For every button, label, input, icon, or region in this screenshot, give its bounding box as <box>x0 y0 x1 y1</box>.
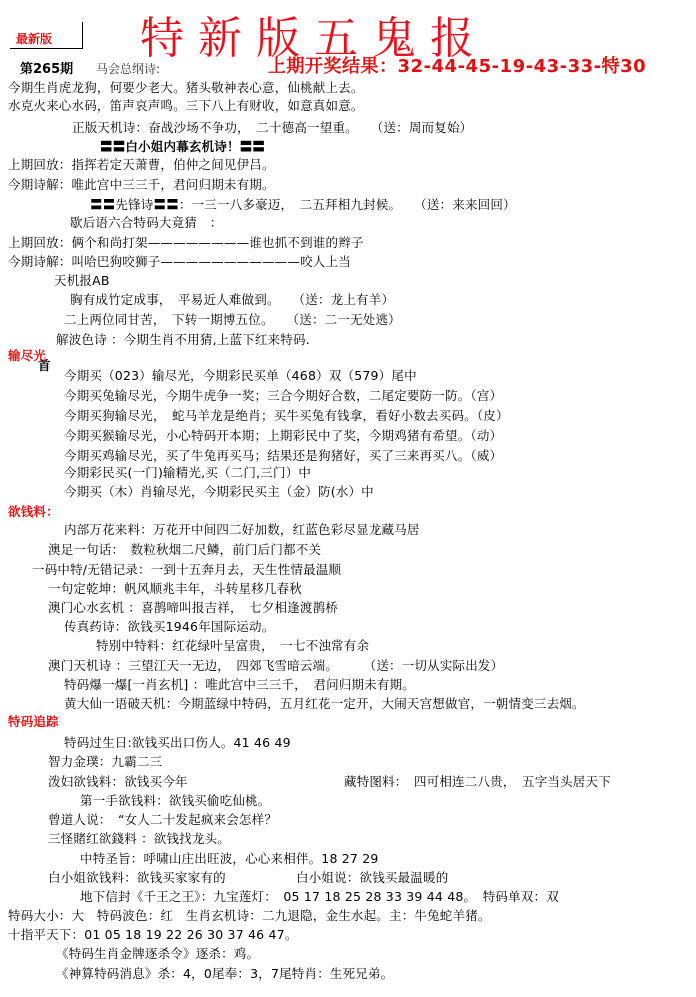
issue-subtitle: 马会总纲诗: <box>96 62 161 76</box>
text-line: 今期买（木）肖输尽光，今期彩民买主（金）防(水）中 <box>64 484 374 499</box>
text-line: 今期诗解：唯此宫中三三千，君问归期未有期。 <box>8 177 275 192</box>
text-line: 今期彩民买(一门)输精光,买（二门,三门）中 <box>64 465 312 480</box>
text-line: 泼妇欲钱料：欲钱买今年 <box>48 774 188 789</box>
text-line: 特码大小：大 特码波色：红 生肖玄机诗：二九退隐，金生水起。主：牛兔蛇羊猪。 <box>8 908 491 923</box>
text-line: 中特圣旨：呼啸山庄出旺波，心心来相伴。18 27 29 <box>80 851 379 866</box>
text-line: 一码中特/无错记录：一到十五奔月去，天生性情最温顺 <box>32 562 342 577</box>
text-line: 传真药诗：欲钱买1946年国际运动。 <box>64 619 275 634</box>
text-line: 特码过生日:欲钱买出口伤人。41 46 49 <box>64 735 291 750</box>
text-line: 今期买狗输尽光， 蛇马羊龙是绝肖；买牛买兔有钱拿，看好小数去买码。（皮） <box>64 408 509 423</box>
text-line: 今期诗解：叫哈巴狗咬狮子———————————咬人上当 <box>8 254 351 269</box>
text-line: 天机报AB <box>54 273 110 288</box>
text-line: 特别中特料：红花绿叶呈富贵， 一七不浊常有余 <box>96 638 370 653</box>
text-line: 黄大仙一语破天机：今期蓝绿中特码，五月红花一定开，大闹天宫想做官，一朝情变三去烟。 <box>64 696 585 711</box>
text-line: 第一手欲钱料：欲钱买偷吃仙桃。 <box>80 793 271 808</box>
text-line: 今期买（023）输尽光，今期彩民买单（468）双（579）尾中 <box>64 368 417 383</box>
issue-number: 第265期 <box>20 62 74 77</box>
text-line: 白小姐说：欲钱买最温暖的 <box>296 870 449 885</box>
edition-badge: 最新版 <box>16 32 53 46</box>
text-line: 水克火来心水码，笛声哀声鸣。三下八上有财收，如意真如意。 <box>8 98 364 113</box>
text-line: 智力金璞：九霸二三 <box>48 754 163 769</box>
text-line: 正版天机诗：奋战沙场不争功， 二十德高一望重。 （送：周而复始） <box>72 120 473 135</box>
text-line: 内部万花来料：万花开中间四二好加数，红蓝色彩尽显龙藏马居 <box>64 522 420 537</box>
text-line: 澳足一句话： 数粒秋烟二尺鳞，前门后门都不关 <box>48 542 322 557</box>
text-line: 上期回放：指挥若定天萧曹，伯仲之间见伊吕。 <box>8 157 275 172</box>
text-line: 解波色诗 ：今期生肖不用猜,上蓝下红来特码. <box>56 332 310 347</box>
page-title: 特新版五鬼报 <box>140 13 488 64</box>
text-line: 《特码生肖金牌逐杀令》逐杀：鸡。 <box>56 946 260 961</box>
text-line: 今期买鸡输尽光，买了牛兔再买马；结果还是狗猪好，买了三来再买八。（威） <box>64 448 503 463</box>
text-line: 藏特图料： 四可相连二八贵， 五字当头居天下 <box>344 774 611 789</box>
section-heading: 特码追踪 <box>8 714 59 729</box>
text-line: 今期买猴输尽光，小心特码开本期；上期彩民中了奖，今期鸡猪有希望。（动） <box>64 428 503 443</box>
section-heading: 欲钱料： <box>8 504 59 519</box>
text-line: 曾道人说： “女人二十发起疯来会怎样？ <box>48 812 278 827</box>
text-line: 二上两位同甘苦， 下转一期博五位。 （送：二一无处逃） <box>64 312 401 327</box>
text-line: 歇后语六合特码大竟猜 ： <box>70 215 223 230</box>
text-line: 特码爆一爆[一肖玄机] ：唯此宫中三三千， 君问归期未有期。 <box>64 677 415 692</box>
text-line: 澳门心水玄机 ：喜鹊啼叫报吉祥， 七夕相逢渡鹊桥 <box>48 600 339 615</box>
section-heading: 输尽光 <box>8 348 47 363</box>
text-line: 白小姐欲钱料：欲钱买家家有的 <box>48 870 226 885</box>
text-line: 地下信封《千王之王》：九宝莲灯： 05 17 18 25 28 33 39 44 48。 特码单双：双 <box>80 889 559 904</box>
text-line: 〓〓白小姐内幕玄机诗！〓〓 <box>100 139 266 154</box>
text-line: 《神算特码消息》杀：4，0尾奉：3，7尾特肖：生死兄弟。 <box>56 966 394 981</box>
last-draw-result: 上期开奖结果：32-44-45-19-43-33-特30 <box>268 56 647 77</box>
text-line: 十指平天下：01 05 18 19 22 26 30 37 46 47。 <box>8 927 298 942</box>
text-line: 上期回放：俩个和尚打架————————谁也抓不到谁的辫子 <box>8 235 364 250</box>
text-line: 胸有成竹定成事， 平易近人难做到。 （送：龙上有羊） <box>70 292 395 307</box>
text-line: 〓〓先锋诗〓〓：一三一八多豪迈， 二五拜相九封候。 （送：来来回回） <box>90 197 516 212</box>
text-line: 一句定乾坤：帆风顺兆丰年，斗转星移几春秋 <box>48 581 303 596</box>
text-line: 首 <box>38 358 51 373</box>
text-line: 今期买兔输尽光，今期牛虎争一奖；三合今期好合数，二尾定要防一防。（宫） <box>64 388 503 403</box>
text-line: 澳门天机诗 ：三望江天一无边， 四郊飞雪暗云端。 （送：一切从实际出发） <box>48 658 504 673</box>
text-line: 三怪賭红欲錢料 ：欲钱找龙头。 <box>48 831 230 846</box>
text-line: 今期生肖虎龙狗，何要少老大。猪头敬神表心意，仙桃献上去。 <box>8 80 364 95</box>
